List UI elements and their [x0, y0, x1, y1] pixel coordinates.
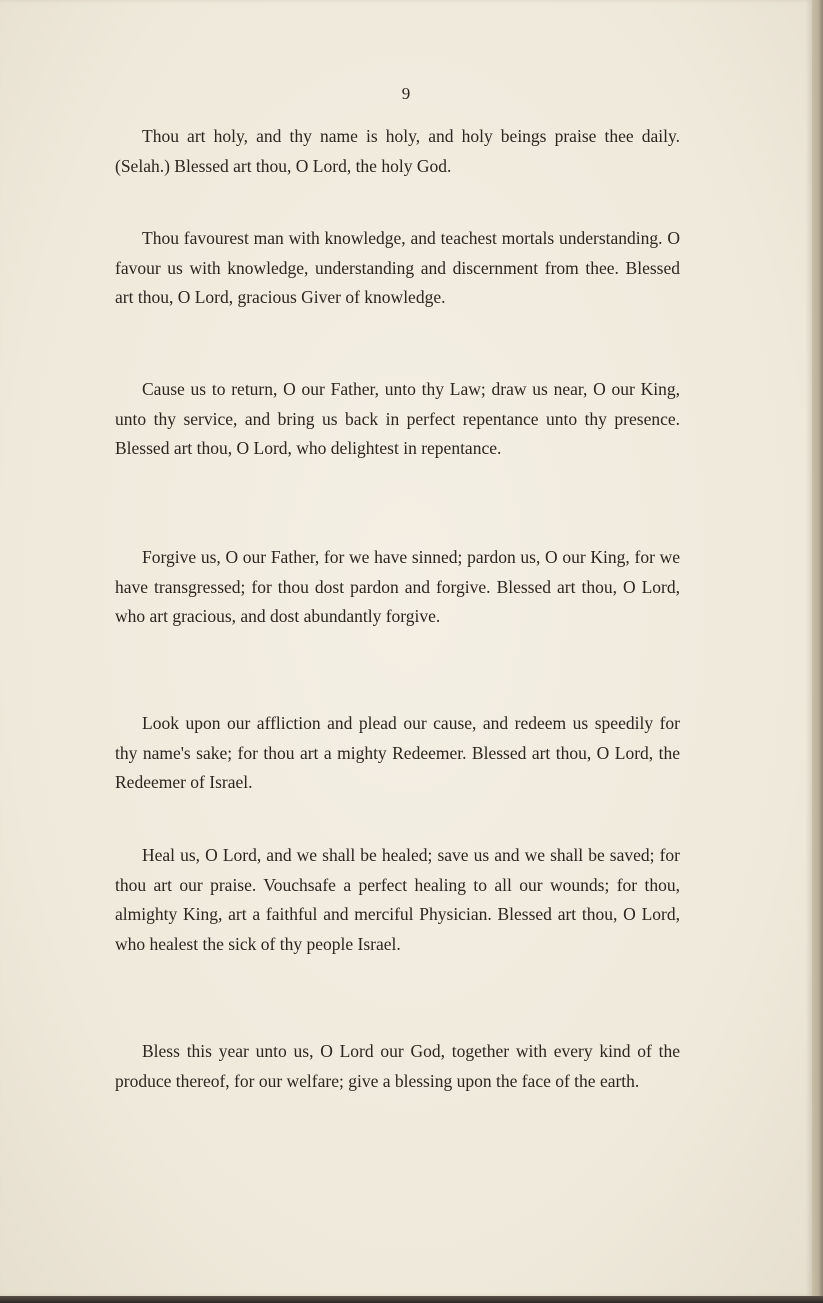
page-edge-right [812, 0, 823, 1303]
paragraph-blessing-of-years: Bless this year unto us, O Lord our God, together with every kind of the produce thereof, for our welfare; give a blessing upon the face of the earth. [115, 1041, 680, 1091]
paragraph-redemption: Look upon our affliction and plead our cause, and redeem us speedily for thy name's sake; for thou art a mighty Redeemer. Blessed art thou, O Lord, the Redeemer of Israel. [115, 713, 680, 792]
page-edge-bottom [0, 1296, 823, 1303]
page-number: 9 [401, 84, 411, 103]
paragraph-knowledge: Thou favourest man with knowledge, and teachest mortals understanding. O favour us with knowledge, understanding and discernment from thee. Blessed art thou, O Lord, gracious Giver of knowledge. [115, 228, 680, 307]
paragraph-holiness: Thou art holy, and thy name is holy, and holy beings praise thee daily. (Selah.) Blessed art thou, O Lord, the holy God. [115, 126, 680, 176]
paragraph-forgiveness: Forgive us, O our Father, for we have sinned; pardon us, O our King, for we have transgressed; for thou dost pardon and forgive. Blessed art thou, O Lord, who art gracious, and dost abundantly forgive. [115, 547, 680, 626]
paragraph-repentance: Cause us to return, O our Father, unto thy Law; draw us near, O our King, unto thy service, and bring us back in perfect repentance unto thy presence. Blessed art thou, O Lord, who delightest in repentance. [115, 379, 680, 458]
paragraph-healing: Heal us, O Lord, and we shall be healed; save us and we shall be saved; for thou art our praise. Vouchsafe a perfect healing to all our wounds; for thou, almighty King, art a faithful and merciful Physician. Blessed art thou, O Lord, who healest the sick of thy people Israel. [115, 845, 680, 954]
